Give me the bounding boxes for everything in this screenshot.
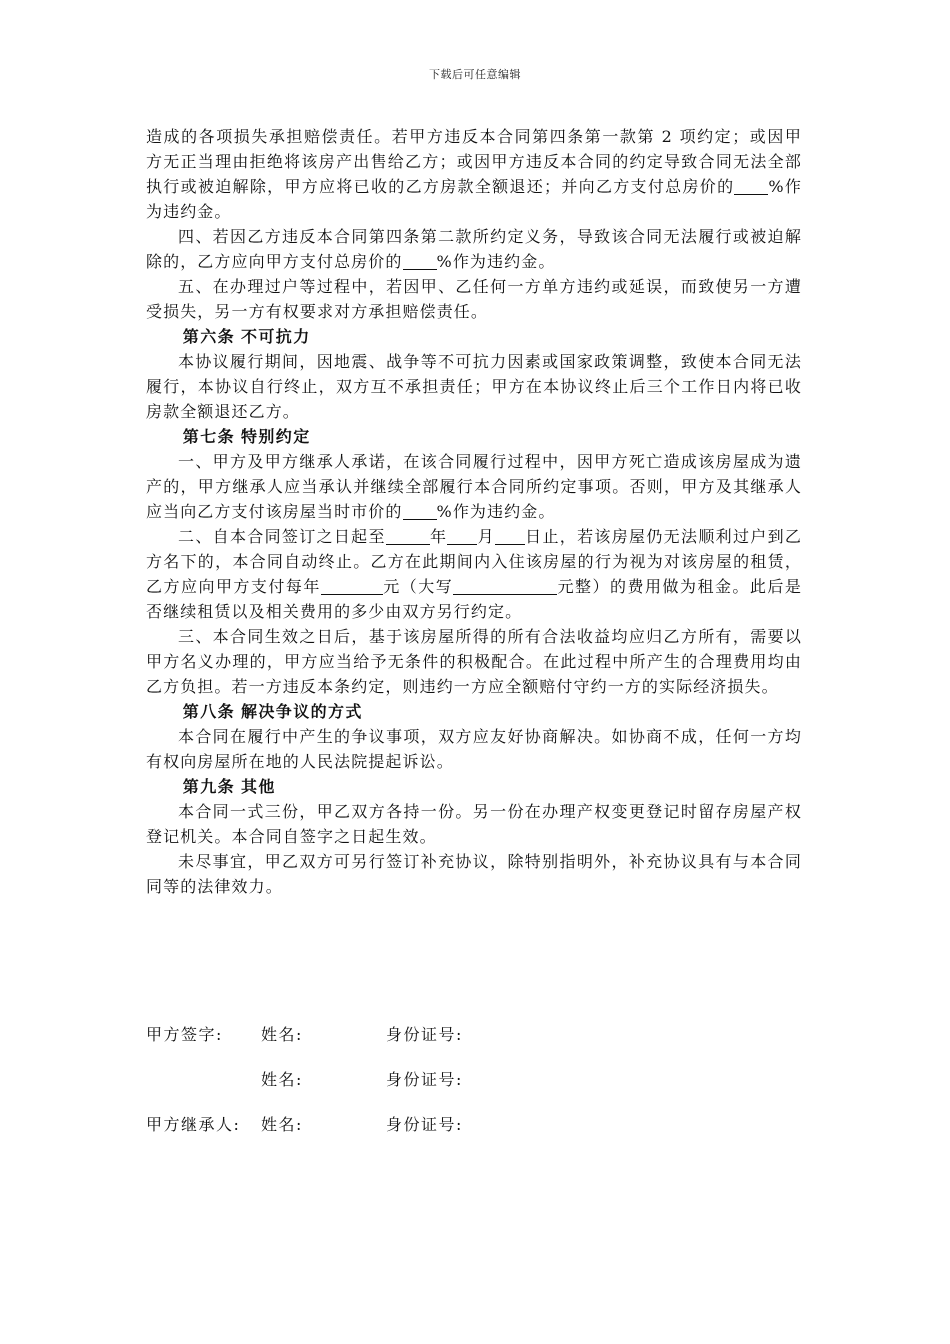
- blank-day[interactable]: [495, 528, 525, 545]
- id-number-label: 身份证号:: [386, 1115, 463, 1134]
- article-9-heading: 第九条 其他: [182, 777, 276, 796]
- paragraph-dispute: 本合同在履行中产生的争议事项，双方应友好协商解决。如协商不成，任何一方均有权向房屋所在地的人民法院提起诉讼。: [146, 727, 802, 771]
- heir-signature-label: 甲方继承人:: [146, 1115, 241, 1134]
- blank-percent-2[interactable]: [403, 253, 437, 270]
- paragraph-income-rights: 三、本合同生效之日后，基于该房屋所得的所有合法收益均应归乙方所有，需要以甲方名义办理的，甲方应当给予无条件的积极配合。在此过程中所产生的合理费用均由乙方负担。若一方违反本条约定，则违约一方应全额赔付守约一方的实际经济损失。: [146, 627, 802, 696]
- paragraph-term-rent: 二、自本合同签订之日起至 年 月 日止，若该房屋仍无法顺利过户到乙方名下的，本合同自动终止。乙方在此期间内入住该房屋的行为视为对该房屋的租赁，乙方应向甲方支付每年 元（大写 元整）的费用做为租金。此后是否继续租赁以及相关费用的多少由双方另行约定。: [146, 527, 803, 621]
- blank-annual-rent[interactable]: [321, 578, 383, 595]
- paragraph-force-majeure: 本协议履行期间，因地震、战争等不可抗力因素或国家政策调整，致使本合同无法履行，本协议自行终止，双方互不承担责任；甲方在本协议终止后三个工作日内将已收房款全额退还乙方。: [146, 352, 802, 421]
- article-7-heading: 第七条 特别约定: [182, 427, 311, 446]
- blank-year[interactable]: [386, 528, 430, 545]
- blank-rent-in-words[interactable]: [453, 578, 557, 595]
- party-a-signature-label: 甲方签字:: [146, 1025, 223, 1044]
- blank-percent-1[interactable]: [734, 178, 768, 195]
- paragraph-transfer-delay: 五、在办理过户等过程中，若因甲、乙任何一方单方违约或延误，而致使另一方遭受损失，另一方有权要求对方承担赔偿责任。: [146, 277, 802, 321]
- blank-percent-3[interactable]: [403, 503, 437, 520]
- article-8-heading: 第八条 解决争议的方式: [182, 702, 363, 721]
- page-header: 下载后可任意编辑: [429, 68, 521, 81]
- blank-month[interactable]: [447, 528, 477, 545]
- paragraph-copies: 本合同一式三份，甲乙双方各持一份。另一份在办理产权变更登记时留存房屋产权登记机关。本合同自签字之日起生效。: [146, 802, 802, 846]
- contract-body: [146, 124, 802, 899]
- name-label: 姓名:: [261, 1115, 303, 1134]
- article-6-heading: 第六条 不可抗力: [182, 327, 311, 346]
- paragraph-damages: 造成的各项损失承担赔偿责任。若甲方违反本合同第四条第一款第 2 项约定；或因甲方无正当理由拒绝将该房产出售给乙方；或因甲方违反本合同的约定导致合同无法全部执行或被迫解除，甲方应将已收的乙方房款全额退还；并向乙方支付总房价的 %作为违约金。: [146, 127, 802, 221]
- name-label: 姓名:: [261, 1025, 303, 1044]
- paragraph-breach-b: 四、若因乙方违反本合同第四条第二款所约定义务，导致该合同无法履行或被迫解除的，乙方应向甲方支付总房价的 %作为违约金。: [146, 227, 802, 271]
- name-label: 姓名:: [261, 1070, 303, 1089]
- id-number-label: 身份证号:: [386, 1025, 463, 1044]
- paragraph-supplementary: 未尽事宜，甲乙双方可另行签订补充协议，除特别指明外，补充协议具有与本合同同等的法律效力。: [146, 852, 802, 896]
- id-number-label: 身份证号:: [386, 1070, 463, 1089]
- paragraph-heir-commitment: 一、甲方及甲方继承人承诺，在该合同履行过程中，因甲方死亡造成该房屋成为遗产的，甲方继承人应当承认并继续全部履行本合同所约定事项。否则，甲方及其继承人应当向乙方支付该房屋当时市价的 %作为违约金。: [146, 452, 802, 521]
